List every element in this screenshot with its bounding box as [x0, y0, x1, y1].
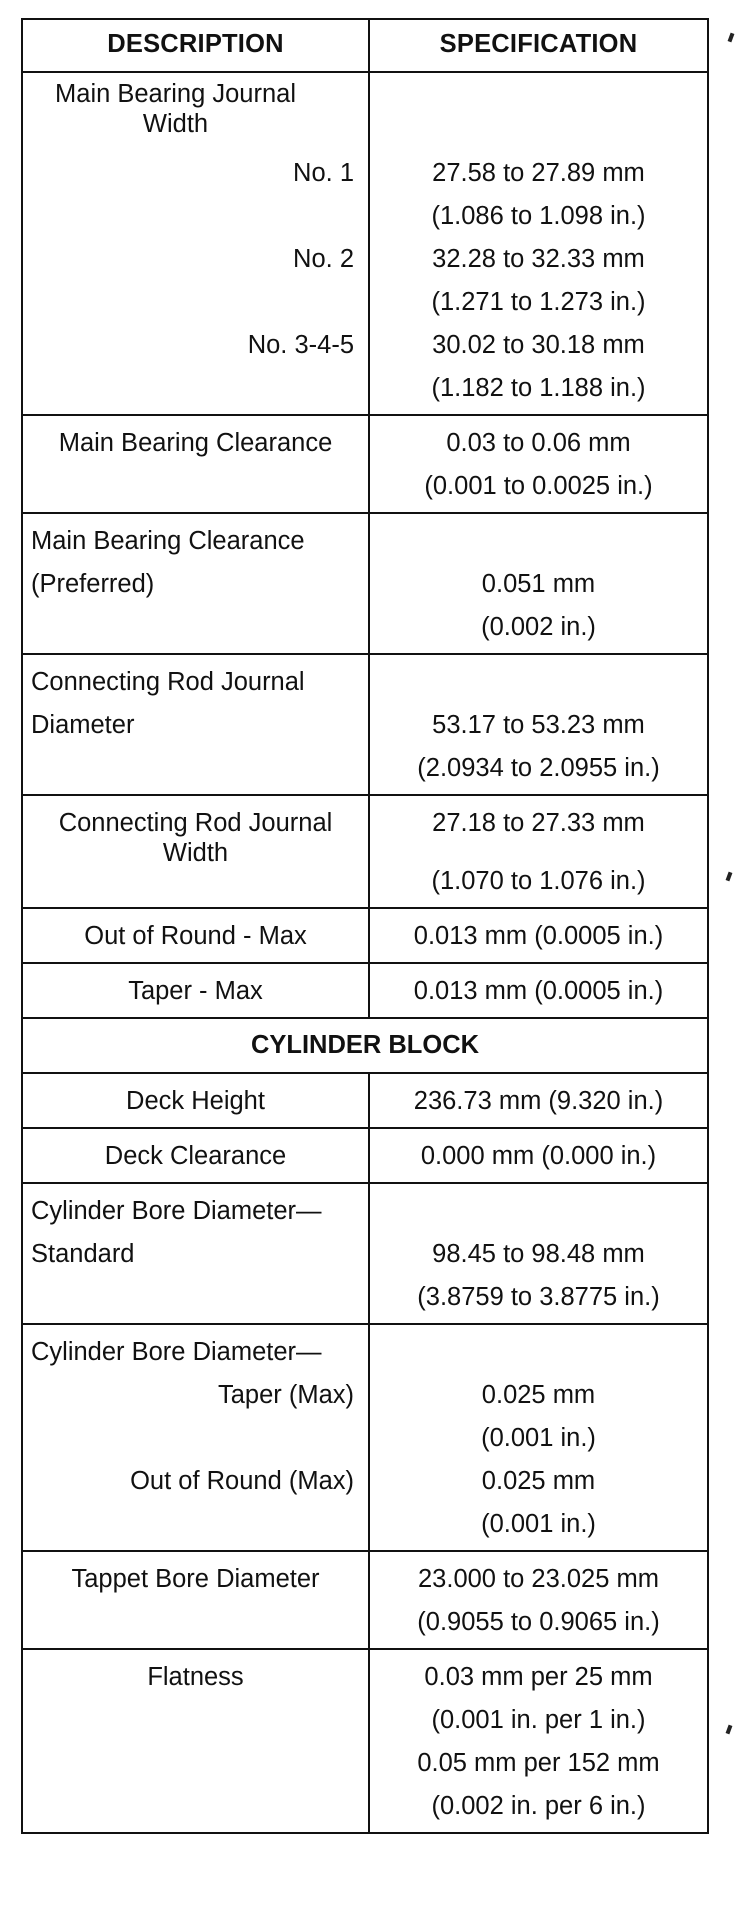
table-row-main-bearing-journal-width [22, 72, 708, 415]
table-row-deck-height [22, 1073, 708, 1128]
sub-label-no2: No. 2 [293, 245, 354, 273]
specification-cell [369, 1649, 708, 1833]
table-row-cylinder-bore-taper-oor [22, 1324, 708, 1551]
table-row-taper-max [22, 963, 708, 1018]
spec-value: (0.001 in. per 1 in.) [431, 1706, 646, 1734]
specification-column-header: SPECIFICATION [369, 19, 708, 72]
description-cell [22, 1649, 369, 1833]
row-label: (Preferred) [31, 570, 155, 598]
row-label: Main Bearing Clearance [31, 527, 305, 555]
scan-tick-mark [726, 1725, 733, 1735]
specification-cell [369, 1183, 708, 1324]
row-label: Width [142, 110, 209, 138]
specification-cell [369, 654, 708, 795]
specification-cell [369, 1551, 708, 1649]
specification-cell [369, 795, 708, 908]
spec-value: 27.18 to 27.33 mm [432, 809, 645, 837]
description-cell [22, 1128, 369, 1183]
spec-value: 0.013 mm (0.0005 in.) [413, 922, 664, 950]
spec-value: 23.000 to 23.025 mm [418, 1565, 659, 1593]
row-label: Cylinder Bore Diameter— [31, 1197, 322, 1225]
spec-value: 0.000 mm (0.000 in.) [420, 1142, 657, 1170]
table-row-tappet-bore-diameter [22, 1551, 708, 1649]
table-row-main-bearing-clearance-preferred [22, 513, 708, 654]
spec-value: (1.182 to 1.188 in.) [431, 374, 646, 402]
spec-value: (2.0934 to 2.0955 in.) [417, 754, 660, 782]
spec-value: (1.086 to 1.098 in.) [431, 202, 646, 230]
scan-tick-mark [728, 33, 735, 43]
spec-value: 0.051 mm [481, 570, 596, 598]
description-cell [22, 415, 369, 513]
section-heading-cylinder-block: CYLINDER BLOCK [22, 1018, 708, 1073]
row-label: Flatness [147, 1663, 244, 1691]
row-label: Out of Round - Max [84, 922, 307, 950]
table-row-cylinder-bore-standard [22, 1183, 708, 1324]
description-cell [22, 654, 369, 795]
description-cell [22, 513, 369, 654]
spec-value: 0.025 mm [481, 1467, 596, 1495]
row-label: Tappet Bore Diameter [71, 1565, 320, 1593]
spec-value: (1.271 to 1.273 in.) [431, 288, 646, 316]
specification-cell [369, 1128, 708, 1183]
row-label: Connecting Rod Journal [58, 809, 333, 837]
description-cell [22, 1183, 369, 1324]
row-label: Cylinder Bore Diameter— [31, 1338, 322, 1366]
spec-value: 53.17 to 53.23 mm [432, 711, 645, 739]
description-cell [22, 963, 369, 1018]
scan-tick-mark [726, 872, 733, 882]
row-label: Connecting Rod Journal [31, 668, 305, 696]
spec-value: (0.002 in.) [481, 613, 596, 641]
sub-label-taper: Taper (Max) [217, 1381, 354, 1409]
table-row-deck-clearance [22, 1128, 708, 1183]
table-row-out-of-round-max [22, 908, 708, 963]
description-cell [22, 72, 369, 415]
description-cell [22, 1324, 369, 1551]
spec-value: 30.02 to 30.18 mm [432, 331, 645, 359]
spec-value: (0.001 to 0.0025 in.) [424, 472, 653, 500]
row-label: Taper - Max [128, 977, 263, 1005]
specification-cell [369, 963, 708, 1018]
table-row-flatness [22, 1649, 708, 1833]
spec-value: (0.9055 to 0.9065 in.) [417, 1608, 660, 1636]
row-label: Deck Height [126, 1087, 265, 1115]
sub-label-no1: No. 1 [293, 159, 354, 187]
spec-value: 0.03 mm per 25 mm [424, 1663, 653, 1691]
spec-value: 32.28 to 32.33 mm [432, 245, 645, 273]
spec-value: (3.8759 to 3.8775 in.) [417, 1283, 660, 1311]
description-cell [22, 795, 369, 908]
table-row-connecting-rod-journal-width [22, 795, 708, 908]
specification-table [21, 18, 709, 1834]
row-label: Deck Clearance [104, 1142, 287, 1170]
specification-cell [369, 72, 708, 415]
table-section-row-cylinder-block [22, 1018, 708, 1073]
table-row-main-bearing-clearance [22, 415, 708, 513]
spec-value: 0.03 to 0.06 mm [446, 429, 631, 457]
spec-value: (1.070 to 1.076 in.) [431, 867, 646, 895]
description-cell [22, 1551, 369, 1649]
spec-value: 0.05 mm per 152 mm [417, 1749, 660, 1777]
sub-label-no345: No. 3-4-5 [247, 331, 354, 359]
spec-value: 27.58 to 27.89 mm [432, 159, 645, 187]
row-label: Main Bearing Journal [55, 80, 296, 108]
spec-value: (0.002 in. per 6 in.) [431, 1792, 646, 1820]
spec-value: (0.001 in.) [481, 1510, 596, 1538]
specification-cell [369, 1324, 708, 1551]
row-label: Main Bearing Clearance [58, 429, 333, 457]
row-label: Width [162, 839, 229, 867]
description-cell [22, 1073, 369, 1128]
spec-value: 0.025 mm [481, 1381, 596, 1409]
spec-value: 236.73 mm (9.320 in.) [413, 1087, 664, 1115]
row-label: Diameter [31, 711, 135, 739]
specification-cell [369, 415, 708, 513]
description-cell [22, 908, 369, 963]
spec-value: 98.45 to 98.48 mm [432, 1240, 645, 1268]
spec-value: 0.013 mm (0.0005 in.) [413, 977, 664, 1005]
spec-value: (0.001 in.) [481, 1424, 596, 1452]
sub-label-out-of-round: Out of Round (Max) [130, 1467, 354, 1495]
table-row-connecting-rod-journal-diameter [22, 654, 708, 795]
table-header-row [22, 19, 708, 72]
specification-cell [369, 513, 708, 654]
description-column-header: DESCRIPTION [22, 19, 369, 72]
specification-cell [369, 1073, 708, 1128]
row-label: Standard [31, 1240, 135, 1268]
specification-cell [369, 908, 708, 963]
